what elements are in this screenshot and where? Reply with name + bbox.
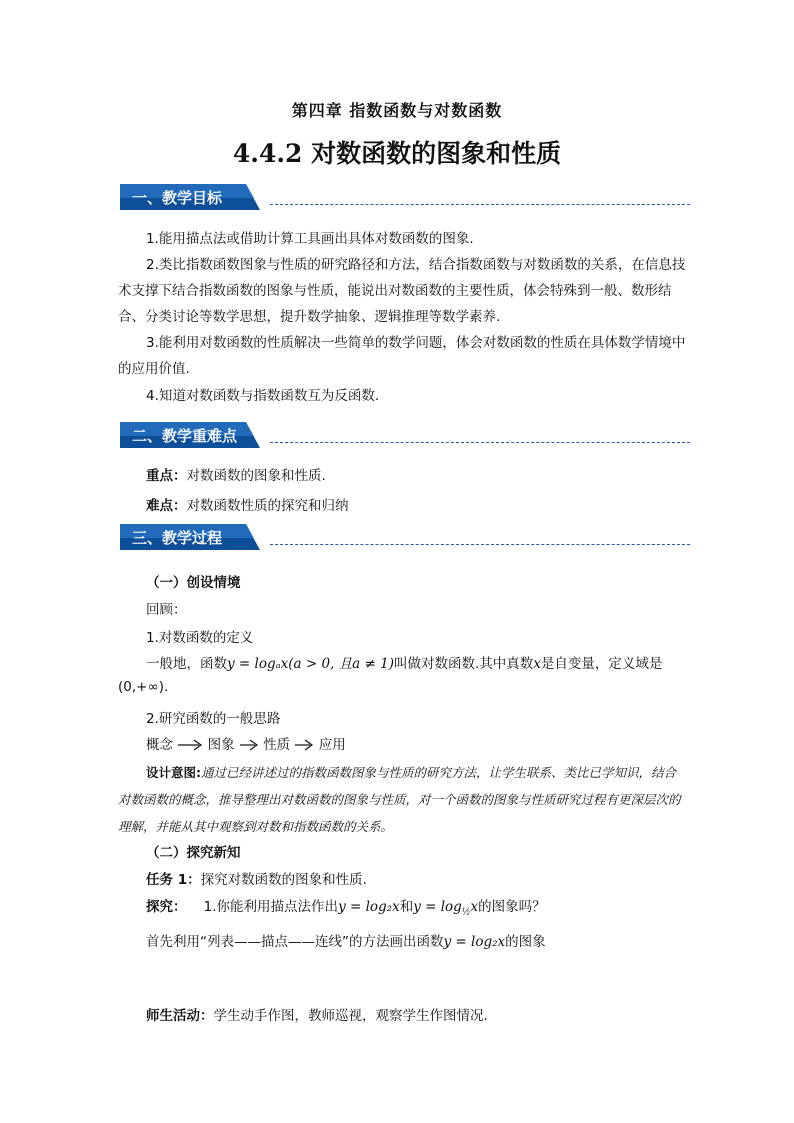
flow-step-property: 性质 xyxy=(263,737,291,753)
goal-2: 2.类比指数函数图象与性质的研究路径和方法，结合指数函数与对数函数的关系，在信息技术支撑下结合指数函数的图象与性质，能说出对数函数的主要性质，体会特殊到一般、数形结合、分类讨论等数学思想，提升数学抽象、逻辑推理等数学素养. xyxy=(118,257,686,325)
research-flow xyxy=(146,733,346,753)
section-title: 二、教学重难点 xyxy=(132,427,238,445)
part-2-heading: （二）探究新知 xyxy=(146,845,241,861)
research-idea-title: 2.研究函数的一般思路 xyxy=(146,711,281,727)
flow-step-application: 应用 xyxy=(318,737,346,753)
goal-1: 1.能用描点法或借助计算工具画出具体对数函数的图象. xyxy=(146,231,474,247)
log-function-formula: y = logₐx(a > 0, 且a ≠ 1) xyxy=(227,656,394,672)
dashed-divider xyxy=(270,204,690,205)
goal-3: 3.能利用对数函数的性质解决一些简单的数学问题，体会对数函数的性质在具体数学情境中的应用价值. xyxy=(118,335,686,377)
arrow-right-icon xyxy=(294,739,314,751)
section-banner xyxy=(120,182,262,212)
method-text: 首先利用“列表——描点——连线”的方法画出函数y = log₂x的图象 xyxy=(146,934,546,950)
arrow-right-icon xyxy=(239,739,259,751)
part-1-heading: （一）创设情境 xyxy=(146,575,241,591)
definition-text: 一般地，函数y = logₐx(a > 0, 且a ≠ 1)叫做对数函数.其中真数x是自变量，定义域是 xyxy=(146,656,663,672)
difficult-point: 难点：对数函数性质的探究和归纳 xyxy=(146,498,349,514)
goal-4: 4.知道对数函数与指数函数互为反函数. xyxy=(146,388,380,404)
section-header-goals xyxy=(120,182,690,214)
section-header-keypoints xyxy=(120,420,690,452)
section-title: 三、教学过程 xyxy=(132,529,223,547)
section-banner xyxy=(120,522,262,552)
flow-step-concept: 概念 xyxy=(146,737,173,753)
explore-question: 探究： 1.你能利用描点法作出y = log₂x和$y = \log_{\frac{1}{2}}x$的图象吗？ xyxy=(146,899,546,918)
formula-log-half: $y = \log_{\frac{1}{2}}x$ xyxy=(413,899,479,918)
flow-step-graph: 图象 xyxy=(207,737,235,753)
chapter-heading: 第四章 指数函数与对数函数 xyxy=(291,101,503,120)
definition-title: 1.对数函数的定义 xyxy=(146,630,254,646)
domain-text: (0,+∞). xyxy=(118,679,169,695)
section-banner xyxy=(120,420,262,450)
task-1: 任务 1：探究对数函数的图象和性质. xyxy=(146,872,367,888)
key-point: 重点：对数函数的图象和性质. xyxy=(146,468,326,484)
review-label: 回顾： xyxy=(146,602,187,618)
section-title: 一、教学目标 xyxy=(132,189,223,207)
arrow-right-icon xyxy=(177,739,203,751)
formula-log2: y = log₂x xyxy=(338,899,400,915)
formula-log2: y = log₂x xyxy=(443,934,506,950)
dashed-divider xyxy=(270,544,690,545)
lesson-title: 4.4.2 对数函数的图象和性质 xyxy=(232,139,562,168)
section-header-process xyxy=(120,522,690,554)
dashed-divider xyxy=(270,442,690,443)
design-intent: 设计意图:通过已经讲述过的指数函数图象与性质的研究方法，让学生联系、类比已学知识，结合对数函数的概念，推导整理出对数函数的图象与性质，对一个函数的图象与性质研究过程有更深层次的理解，并能从其中观察到对数和指数函数的关系。 xyxy=(118,765,681,834)
teacher-student-activity: 师生活动：学生动手作图，教师巡视，观察学生作图情况. xyxy=(146,1008,488,1024)
